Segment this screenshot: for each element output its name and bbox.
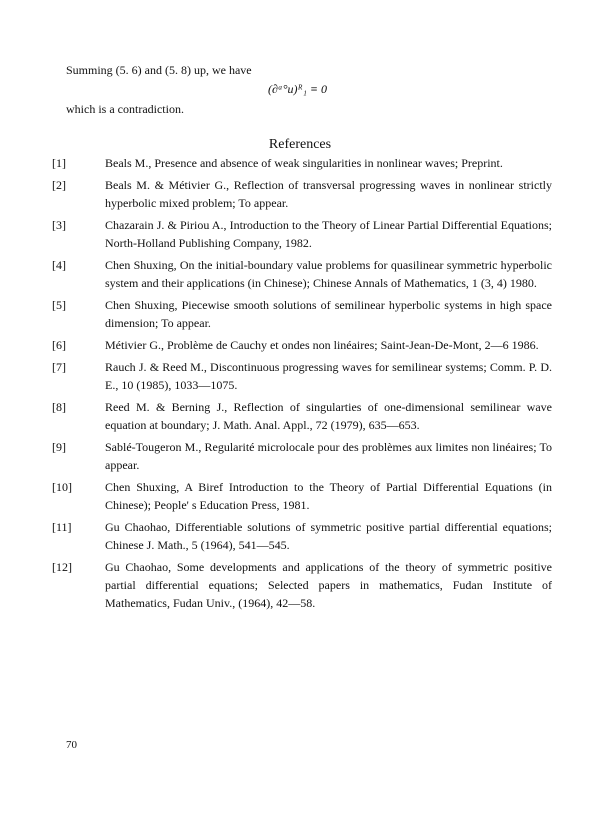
reference-text: Gu Chaohao, Differentiable solutions of symmetric positive partial differential equations; Chinese J. Math., 5 (1964), 541—545. [105,520,552,552]
reference-number: [3] [52,218,66,232]
reference-item [52,154,552,172]
reference-item [52,558,552,612]
reference-item [52,358,552,394]
reference-number: [1] [52,156,66,170]
reference-number: [12] [52,560,72,574]
reference-item [52,438,552,474]
reference-text: Chen Shuxing, A Biref Introduction to the Theory of Partial Differential Equations (in Chinese); People' s Education Press, 1981. [105,480,552,512]
reference-number: [10] [52,480,72,494]
reference-text: Beals M. & Métivier G., Reflection of transversal progressing waves in nonlinear strictly hyperbolic mixed problem; To appear. [105,178,552,210]
formula: (∂ᵃ°u)ᴿ₁ ≡ 0 [268,82,327,96]
contradiction-sentence: which is a contradiction. [66,102,184,116]
reference-text: Rauch J. & Reed M., Discontinuous progressing waves for semilinear systems; Comm. P. D. E., 10 (1985), 1033—1075. [105,360,552,392]
reference-text: Beals M., Presence and absence of weak singularities in nonlinear waves; Preprint. [105,156,503,170]
reference-text: Reed M. & Berning J., Reflection of singularties of one-dimensional semilinear wave equation at boundary; J. Math. Anal. Appl., 72 (1979), 635—653. [105,400,552,432]
reference-item [52,478,552,514]
reference-list [52,154,552,616]
reference-number: [9] [52,440,66,454]
reference-item [52,296,552,332]
reference-item [52,216,552,252]
intro-sentence: Summing (5. 6) and (5. 8) up, we have [66,63,252,77]
page-number: 70 [66,739,77,751]
reference-number: [7] [52,360,66,374]
reference-number: [6] [52,338,66,352]
reference-text: Chazarain J. & Piriou A., Introduction to the Theory of Linear Partial Differential Equations; North-Holland Publishing Company, 1982. [105,218,552,250]
reference-number: [5] [52,298,66,312]
reference-number: [4] [52,258,66,272]
reference-number: [2] [52,178,66,192]
reference-item [52,176,552,212]
reference-item [52,398,552,434]
reference-item [52,336,552,354]
reference-text: Métivier G., Problème de Cauchy et ondes non linéaires; Saint-Jean-De-Mont, 2—6 1986. [105,338,539,352]
reference-text: Chen Shuxing, On the initial-boundary value problems for quasilinear symmetric hyperbolic system and their applications (in Chinese); Chinese Annals of Mathematics, 1 (3, 4) 1980. [105,258,552,290]
reference-number: [11] [52,520,72,534]
reference-item [52,256,552,292]
reference-number: [8] [52,400,66,414]
reference-text: Gu Chaohao, Some developments and applications of the theory of symmetric positive partial differential equations; Selected papers in mathematics, Fudan Institute of Mathematics, Fudan Univ., (1964), 42—58. [105,560,552,610]
reference-text: Chen Shuxing, Piecewise smooth solutions of semilinear hyperbolic systems in high space dimension; To appear. [105,298,552,330]
reference-text: Sablé-Tougeron M., Regularité microlocale pour des problèmes aux limites non linéaires; To appear. [105,440,552,472]
references-heading: References [268,137,332,152]
reference-item [52,518,552,554]
